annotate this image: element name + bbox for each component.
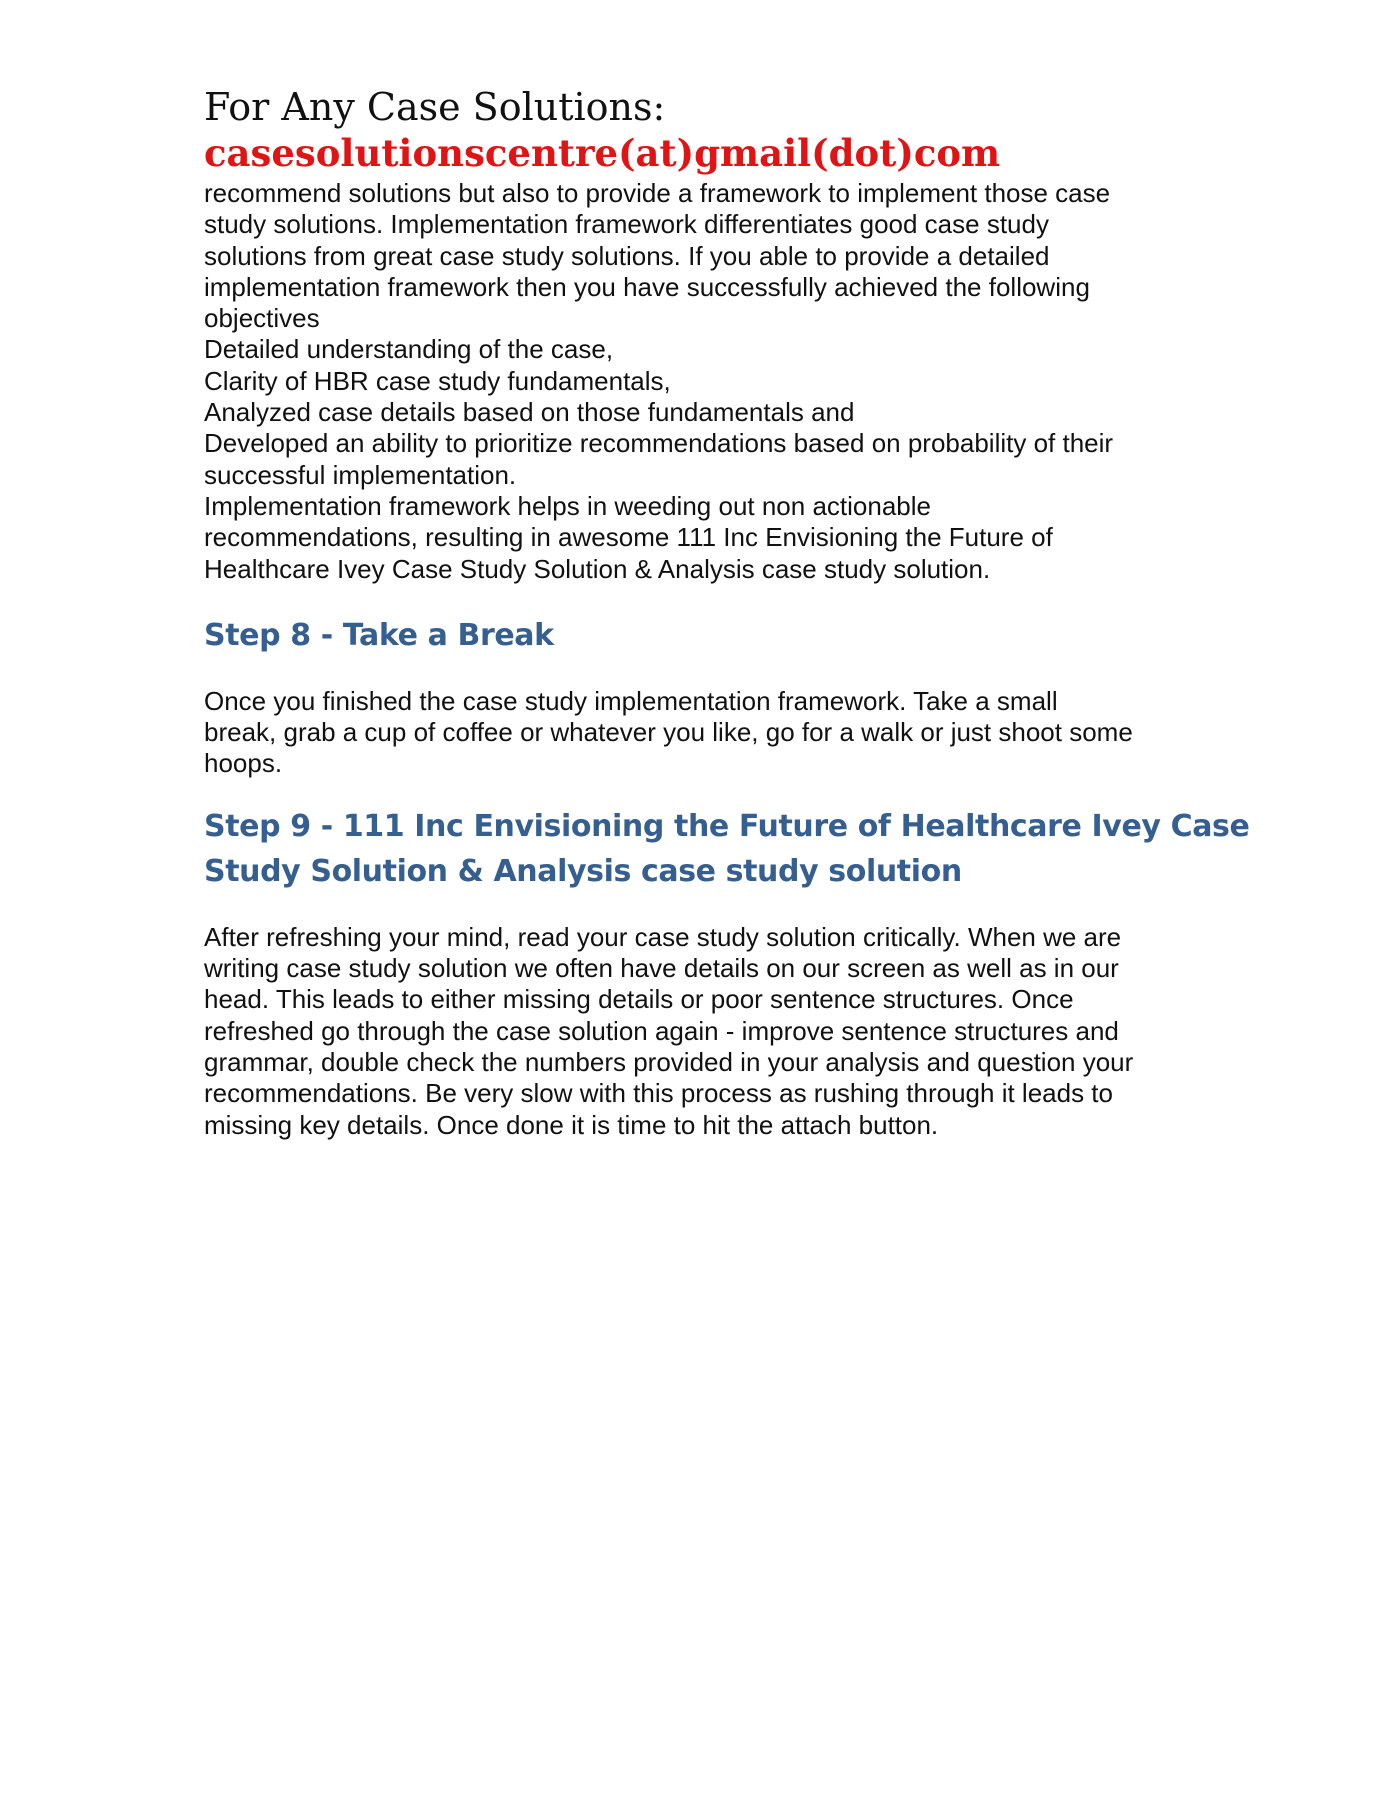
paragraph-line: objectives: [204, 303, 320, 334]
paragraph-line: break, grab a cup of coffee or whatever you like, go for a walk or just shoot some: [204, 717, 1133, 748]
paragraph-line: study solutions. Implementation framework differentiates good case study: [204, 209, 1049, 240]
paragraph-line: missing key details. Once done it is time to hit the attach button.: [204, 1109, 939, 1140]
paragraph-line: refreshed go through the case solution again - improve sentence structures and: [204, 1015, 1119, 1046]
paragraph-line: implementation framework then you have successfully achieved the following: [204, 271, 1090, 302]
intro-paragraph: [204, 178, 1204, 585]
heading-line: Study Solution & Analysis case study solution: [204, 853, 962, 889]
contact-header: For Any Case Solutions:: [204, 85, 666, 129]
step8-heading: [204, 613, 1204, 658]
paragraph-line: recommend solutions but also to provide a framework to implement those case: [204, 178, 1111, 208]
paragraph-line: Healthcare Ivey Case Study Solution & Analysis case study solution.: [204, 553, 991, 584]
paragraph-line: Implementation framework helps in weeding out non actionable: [204, 490, 931, 521]
paragraph-line: recommendations. Be very slow with this process as rushing through it leads to: [204, 1078, 1113, 1109]
paragraph-line: grammar, double check the numbers provided in your analysis and question your: [204, 1046, 1134, 1077]
paragraph-line: Developed an ability to prioritize recommendations based on probability of their: [204, 428, 1114, 459]
page-content: [204, 84, 1250, 1141]
paragraph-line: head. This leads to either missing details or poor sentence structures. Once: [204, 984, 1074, 1015]
paragraph-line: After refreshing your mind, read your case study solution critically. When we are: [204, 921, 1122, 952]
heading-line: Step 8 - Take a Break: [204, 617, 554, 653]
step8-paragraph: [204, 686, 1204, 780]
paragraph-line: successful implementation.: [204, 459, 517, 490]
heading-line: Step 9 - 111 Inc Envisioning the Future of Healthcare Ivey Case: [204, 808, 1250, 844]
paragraph-line: Once you finished the case study implementation framework. Take a small: [204, 685, 1058, 716]
paragraph-line: recommendations, resulting in awesome 111 Inc Envisioning the Future of: [204, 522, 1053, 553]
contact-email: casesolutionscentre(at)gmail(dot)com: [204, 131, 1001, 175]
step9-heading: [204, 804, 1250, 894]
paragraph-line: hoops.: [204, 748, 283, 779]
paragraph-line: Analyzed case details based on those fundamentals and: [204, 397, 855, 428]
paragraph-line: solutions from great case study solutions. If you able to provide a detailed: [204, 240, 1050, 271]
step9-paragraph: [204, 922, 1204, 1141]
paragraph-line: Detailed understanding of the case,: [204, 334, 614, 365]
paragraph-line: writing case study solution we often have details on our screen as well as in our: [204, 953, 1119, 984]
paragraph-line: Clarity of HBR case study fundamentals,: [204, 365, 671, 396]
